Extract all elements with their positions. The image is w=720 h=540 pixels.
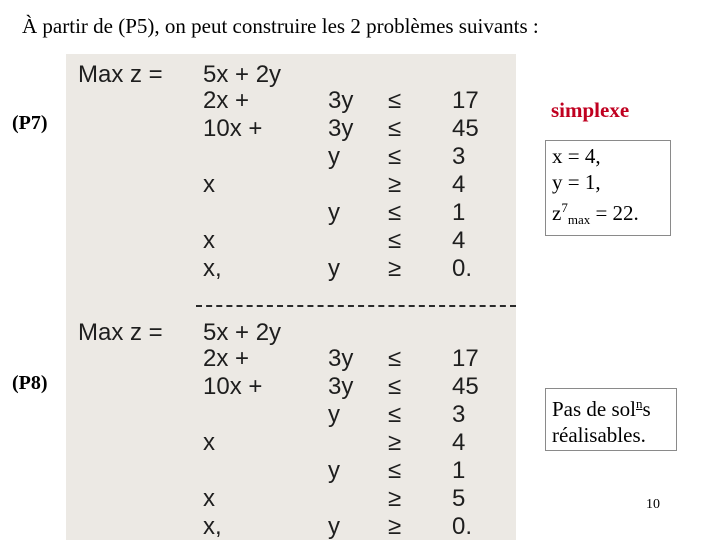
- solution-z: $z^7_{max} = 22$.: [552, 200, 639, 227]
- p8-constraint-y-term: y: [328, 401, 340, 428]
- p7-constraint-y-term: 3y: [328, 115, 354, 142]
- p7-constraint-relation: ≤: [388, 227, 402, 254]
- result-line-1: Pas de sol$^n$s: [552, 396, 651, 421]
- p8-constraint-y-term: y: [328, 513, 340, 540]
- result-line-2: réalisables.: [552, 423, 646, 447]
- p8-constraint-rhs-value: 45: [452, 373, 479, 400]
- p7-constraint-y-term: y: [328, 143, 340, 170]
- solution-y: y = 1,: [552, 170, 601, 194]
- p7-solution-box: [545, 140, 671, 236]
- slide-title: À partir de (P5), on peut construire les 2 problèmes suivants :: [22, 14, 539, 38]
- p8-constraint-rhs-value: 0.: [452, 513, 473, 540]
- p8-constraint-x-term: 2x +: [203, 345, 250, 372]
- p7-constraint-y-term: 3y: [328, 87, 354, 114]
- p8-constraint-relation: ≤: [388, 401, 402, 428]
- p7-label: (P7): [12, 112, 48, 134]
- p8-constraint-x-term: x: [203, 485, 215, 512]
- p7-constraint-rhs-value: 4: [452, 171, 466, 198]
- p8-constraint-rhs-value: 4: [452, 429, 466, 456]
- p8-constraint-relation: ≤: [388, 373, 402, 400]
- p7-constraint-relation: ≤: [388, 115, 402, 142]
- p7-constraint-relation: ≥: [388, 171, 402, 198]
- constraint-separator: [196, 305, 516, 307]
- p8-objective-label: Max z =: [78, 319, 163, 346]
- p7-constraint-rhs-value: 3: [452, 143, 466, 170]
- p8-result-box: [545, 388, 677, 451]
- p8-constraint-y-term: 3y: [328, 373, 354, 400]
- p8-constraint-x-term: x: [203, 429, 215, 456]
- p7-constraint-relation: ≥: [388, 255, 402, 282]
- p7-constraint-rhs-value: 45: [452, 115, 479, 142]
- p8-constraint-y-term: y: [328, 457, 340, 484]
- p7-constraint-rhs-value: 17: [452, 87, 479, 114]
- p8-constraint-relation: ≥: [388, 485, 402, 512]
- p8-constraint-rhs-value: 3: [452, 401, 466, 428]
- p8-constraint-y-term: 3y: [328, 345, 354, 372]
- p7-constraint-x-term: x,: [203, 255, 222, 282]
- p8-constraint-relation: ≤: [388, 345, 402, 372]
- p7-constraint-x-term: x: [203, 227, 215, 254]
- p8-constraint-rhs-value: 5: [452, 485, 466, 512]
- p7-constraint-y-term: y: [328, 199, 340, 226]
- p8-label: (P8): [12, 372, 48, 394]
- p7-constraint-x-term: x: [203, 171, 215, 198]
- p7-constraint-relation: ≤: [388, 143, 402, 170]
- p7-objective-label: Max z =: [78, 61, 163, 88]
- p7-objective-expression: 5x + 2y: [203, 61, 282, 88]
- p7-constraint-y-term: y: [328, 255, 340, 282]
- p8-constraint-relation: ≥: [388, 513, 402, 540]
- p8-constraint-rhs-value: 17: [452, 345, 479, 372]
- p7-constraint-x-term: 10x +: [203, 115, 263, 142]
- p8-constraint-relation: ≥: [388, 429, 402, 456]
- p7-constraint-rhs-value: 0.: [452, 255, 473, 282]
- p8-constraint-rhs-value: 1: [452, 457, 466, 484]
- p7-constraint-rhs-value: 4: [452, 227, 466, 254]
- p7-constraint-relation: ≤: [388, 87, 402, 114]
- p7-constraint-x-term: 2x +: [203, 87, 250, 114]
- page-number: 10: [646, 497, 660, 512]
- p8-constraint-x-term: 10x +: [203, 373, 263, 400]
- simplexe-label: simplexe: [551, 98, 630, 122]
- solution-x: x = 4,: [552, 144, 601, 168]
- p7-constraint-rhs-value: 1: [452, 199, 466, 226]
- p8-constraint-relation: ≤: [388, 457, 402, 484]
- p8-constraint-x-term: x,: [203, 513, 222, 540]
- p7-constraint-relation: ≤: [388, 199, 402, 226]
- p8-objective-expression: 5x + 2y: [203, 319, 282, 346]
- scanned-problems-image: [66, 54, 516, 540]
